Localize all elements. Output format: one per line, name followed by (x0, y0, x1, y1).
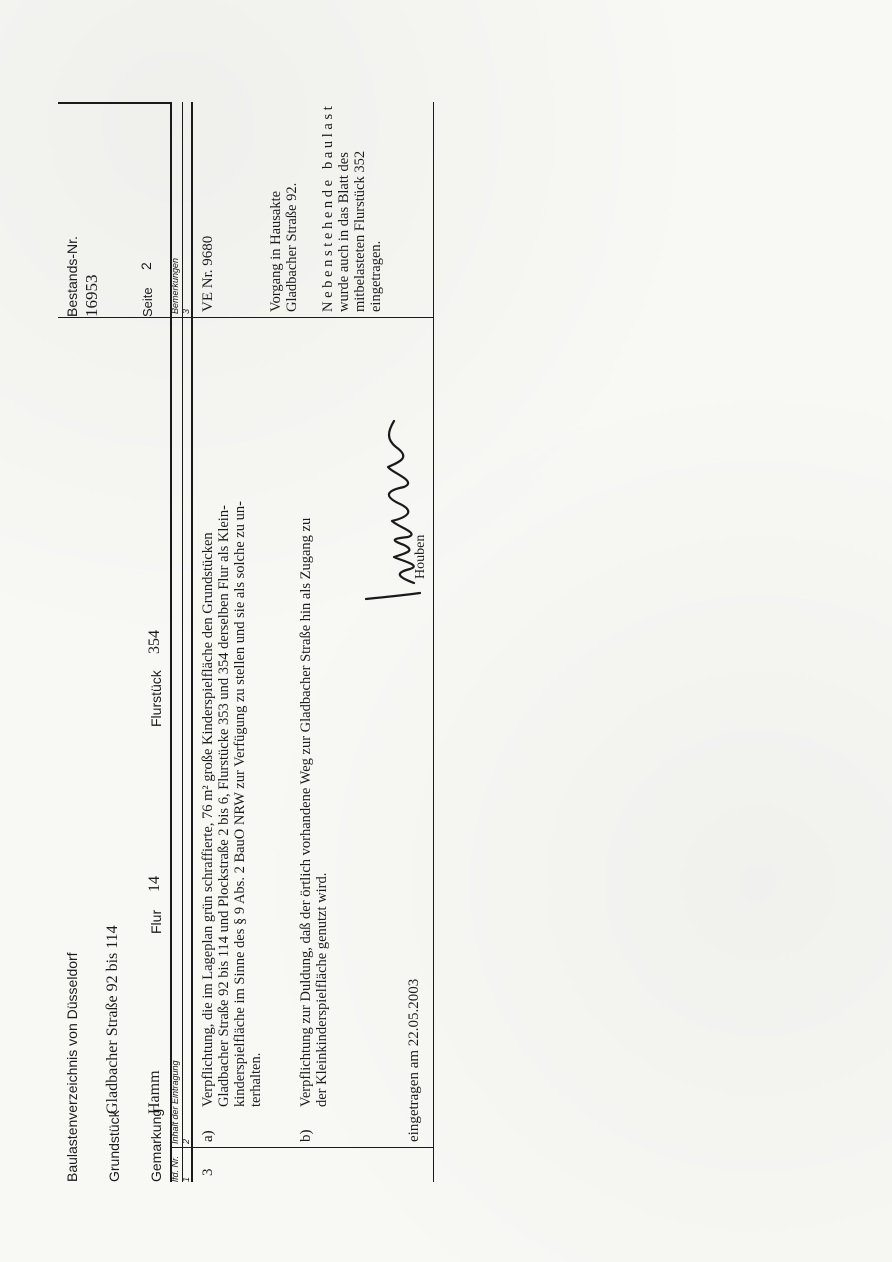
header-mid-rule (182, 102, 183, 1182)
signer-name: Houben (413, 534, 428, 579)
entry-b-line: Verpflichtung zur Duldung, daß der örtlich vorhandene Weg zur Gladbacher Straße hin als Zugang zu (298, 517, 314, 1107)
seite-value: 2 (138, 262, 154, 270)
eingetragen-date: eingetragen am 22.05.2003 (406, 978, 422, 1142)
gemarkung-value: Hamm (146, 1070, 163, 1114)
flurstueck-value: 354 (146, 630, 163, 654)
remark-neben-line: mitbelasteten Flurstück 352 (352, 150, 368, 312)
entry-a-text (200, 317, 264, 1107)
flurstueck-label: Flurstück (148, 670, 164, 727)
col2-number: 2 (181, 1138, 191, 1144)
remark-neben-line: N e b e n s t e h e n d e b a u l a s t (320, 106, 336, 312)
entry-a-line: kinderspielfläche im Sinne des § 9 Abs. 2 BauO NRW zur Verfügung zu stellen und sie als solche zu un- (232, 501, 248, 1107)
grundstueck-value: Gladbacher Straße 92 bis 114 (104, 925, 121, 1114)
col1-number: 1 (181, 1176, 191, 1182)
remark-vorgang (268, 107, 300, 312)
entry-number: 3 (200, 1168, 216, 1176)
bestands-value: 16953 (82, 274, 101, 317)
remark-vorgang-line: Vorgang in Hausakte (268, 190, 284, 312)
remark-vorgang-line: Gladbacher Straße 92. (284, 182, 300, 312)
entry-a-line: terhalten. (248, 1052, 264, 1107)
entry-b-label: b) (298, 1129, 314, 1142)
remark-neben-line: wurde auch in das Blatt des (336, 152, 352, 312)
col3-header: Bemerkungen (170, 257, 180, 314)
register-title: Baulastenverzeichnis von Düsseldorf (64, 952, 80, 1182)
remark-neben-line: eingetragen. (368, 240, 384, 312)
entry-b-line: der Kleinkinderspielfläche genutzt wird. (314, 872, 330, 1107)
header-bottom-rule (191, 102, 193, 1182)
col3-number: 3 (181, 308, 191, 314)
remark-nebenstehende (320, 107, 384, 312)
entry-b-text (298, 317, 330, 1107)
col1-divider (170, 1147, 433, 1148)
col2-header: Inhalt der Eintragung (170, 1060, 180, 1144)
flur-label: Flur (148, 909, 164, 934)
grundstueck-label: Grundstück (106, 1110, 122, 1182)
rotated-register-sheet (58, 102, 828, 1182)
bestands-label: Bestands-Nr. (64, 236, 80, 317)
remark-ve-number: VE Nr. 9680 (200, 235, 216, 312)
gemarkung-label: Gemarkung (148, 1108, 164, 1182)
entry-a-label: a) (200, 1130, 216, 1142)
col1-header: lfd. Nr. (170, 1155, 180, 1182)
seite-label: Seite (140, 287, 155, 317)
entry-a-line: Verpflichtung, die im Lageplan grün schraffierte, 76 m² große Kinderspielfläche den Grundstücken (200, 532, 216, 1107)
flur-value: 14 (146, 876, 163, 892)
entry-separator (433, 102, 434, 1182)
entry-a-line: Gladbacher Straße 92 bis 114 und Plockstraße 2 bis 6, Flurstücke 353 und 354 derselben Flur als Klein- (216, 505, 232, 1107)
right-border (58, 102, 170, 104)
